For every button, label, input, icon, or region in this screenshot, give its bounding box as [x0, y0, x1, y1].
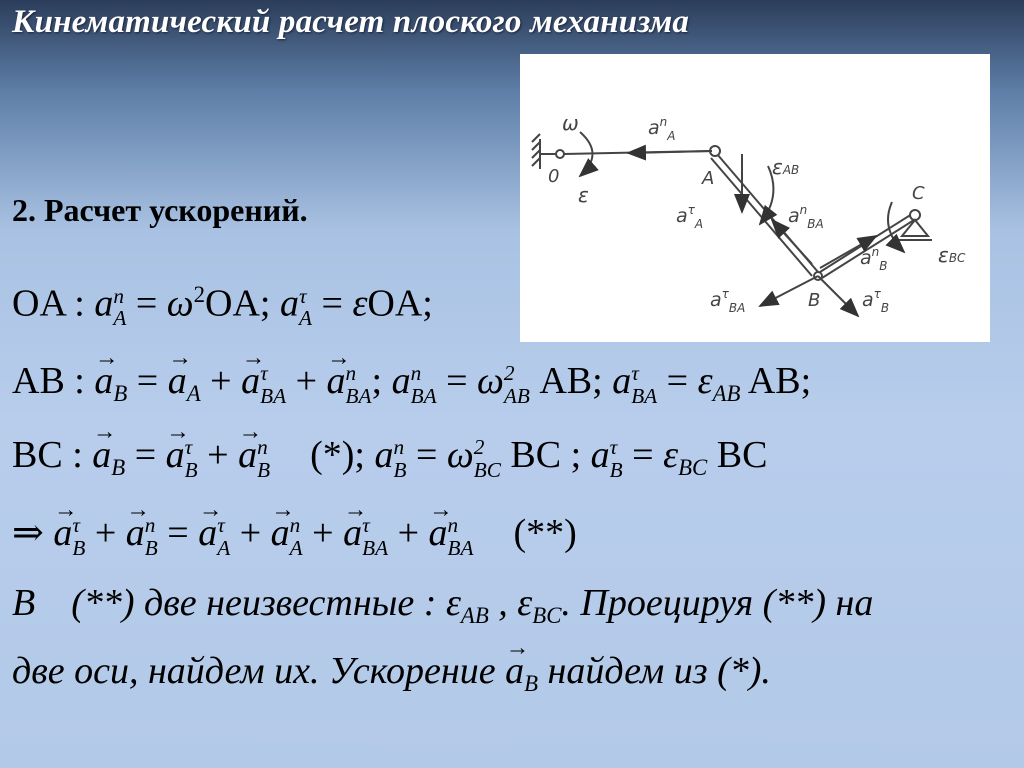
- slide-title: Кинематический расчет плоского механизма: [12, 4, 690, 40]
- equation-bc: BC : → $a_B$ = → a τ B + → a n B (*); a n B = ω 2 BC BC ; a τ B = $\varepsilon_{BC}$ BC: [12, 436, 767, 480]
- diagram-epsilon: ε: [578, 183, 589, 207]
- mechanism-sketch: [520, 54, 990, 342]
- text-conclusion: две оси, найдем их. Ускорение → $a_B$ найдем из (*).: [12, 652, 771, 696]
- section-heading: 2. Расчет ускорений.: [12, 192, 308, 228]
- diagram-eps-bc: εBC: [938, 243, 966, 267]
- diagram-a-b-n: $a^n_B$: [860, 245, 888, 273]
- equation-ab: AB : → $a_B$ = → $a_A$ + → a τ BA + → a n BA ; a n BA = ω 2 AB AB; a τ BA = $\varepsilon_{AB}$ AB;: [12, 362, 811, 406]
- diagram-a-b-tau: $a^\tau_B$: [862, 287, 890, 315]
- mechanism-diagram: [520, 54, 990, 342]
- diagram-label-b: B: [808, 290, 821, 311]
- diagram-label-c: C: [912, 183, 925, 204]
- vector-a-b-tau: [818, 276, 858, 316]
- diagram-eps-ab: εAB: [772, 155, 800, 179]
- equation-oa: OA : a n A = $\omega^2OA$; a τ A = εOA;: [12, 282, 433, 331]
- equation-combined: ⇒ → a τ B + → a n B = → a τ A + → a n A + → a τ BA + → a n BA (**): [12, 514, 577, 558]
- joint-o: [556, 150, 564, 158]
- text-unknowns: В (**) две неизвестные : $\varepsilon_{AB}$ , $\varepsilon_{BC}$. Проецируя (**) на: [12, 582, 874, 628]
- diagram-a-a-n: $a^n_A$: [648, 115, 676, 143]
- diagram-a-ba-n: $a^n_{BA}$: [788, 203, 824, 231]
- diagram-label-o: 0: [548, 166, 560, 187]
- support-c: [902, 220, 928, 236]
- vector-a-a-n: [628, 151, 712, 153]
- diagram-omega: ω: [562, 111, 579, 135]
- diagram-a-ba-tau: $a^\tau_{BA}$: [710, 287, 746, 315]
- diagram-a-a-tau: $a^\tau_A$: [676, 203, 704, 231]
- diagram-label-a: A: [702, 168, 715, 189]
